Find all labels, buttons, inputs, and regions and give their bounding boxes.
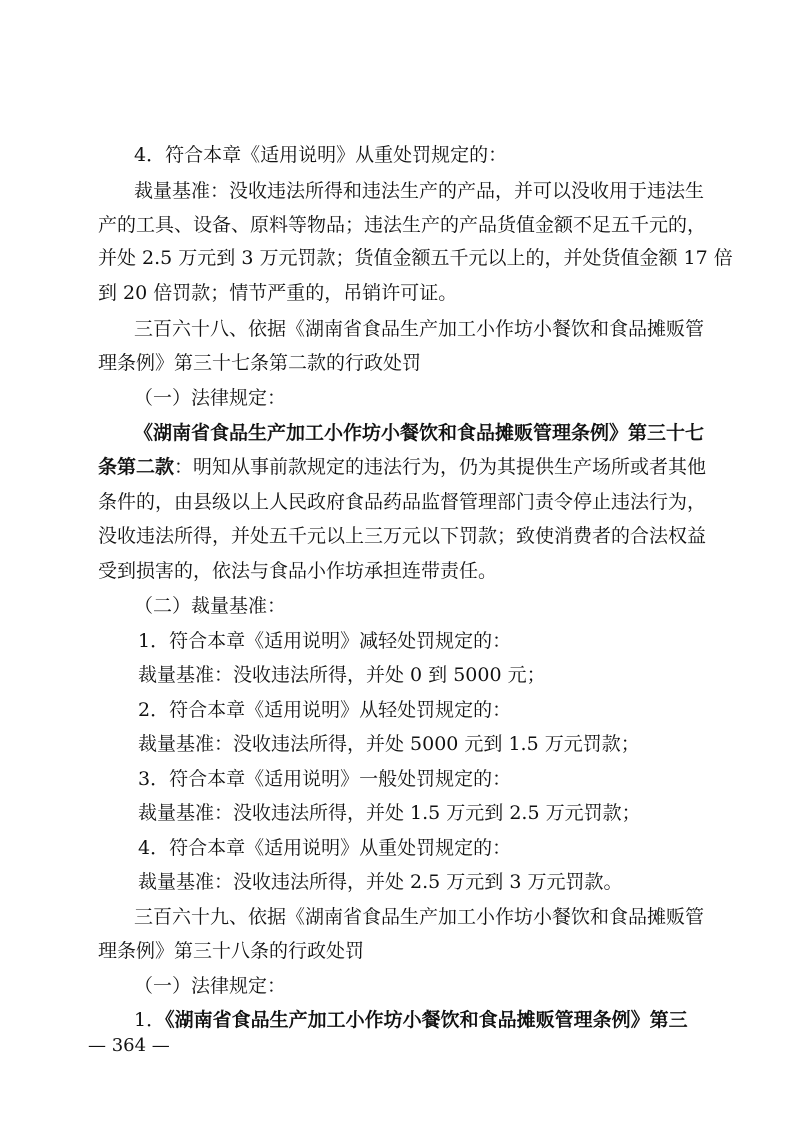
subsection-legal-provision: （一）法律规定： bbox=[134, 387, 287, 409]
subsection-legal-provision: （一）法律规定： bbox=[134, 975, 287, 997]
body-line: 产的工具、设备、原料等物品；违法生产的产品货值金额不足五千元的， bbox=[98, 214, 707, 236]
section-368-title: 三百六十八、依据《湖南省食品生产加工小作坊小餐饮和食品摊贩管 bbox=[134, 318, 705, 340]
item-3-standard: 裁量基准：没收违法所得，并处 1.5 万元到 2.5 万元罚款； bbox=[138, 802, 641, 824]
item-3-heading: 3．符合本章《适用说明》一般处罚规定的： bbox=[138, 768, 512, 790]
section-368-title-cont: 理条例》第三十七条第二款的行政处罚 bbox=[98, 352, 422, 374]
item-number: 1． bbox=[134, 1009, 166, 1031]
page-number: — 364 — bbox=[88, 1035, 170, 1056]
body-text: ：明知从事前款规定的违法行为，仍为其提供生产场所或者其他 bbox=[174, 456, 707, 478]
body-line: 并处 2.5 万元到 3 万元罚款；货值金额五千元以上的，并处货值金额 17 倍 bbox=[98, 247, 733, 269]
item-1-standard: 裁量基准：没收违法所得，并处 0 到 5000 元； bbox=[138, 664, 546, 686]
item-2-standard: 裁量基准：没收违法所得，并处 5000 元到 1.5 万元罚款； bbox=[138, 733, 640, 755]
body-line: 没收违法所得，并处五千元以上三万元以下罚款；致使消费者的合法权益 bbox=[98, 525, 707, 547]
regulation-citation-bold: 《湖南省食品生产加工小作坊小餐饮和食品摊贩管理条例》第三 bbox=[165, 1009, 688, 1031]
section-369-title-cont: 理条例》第三十八条的行政处罚 bbox=[98, 940, 365, 962]
section-369-title: 三百六十九、依据《湖南省食品生产加工小作坊小餐饮和食品摊贩管 bbox=[134, 906, 705, 928]
body-line-mixed bbox=[134, 1007, 694, 1033]
body-line: 裁量基准：没收违法所得和违法生产的产品，并可以没收用于违法生 bbox=[134, 180, 705, 202]
body-line: 受到损害的，依法与食品小作坊承担连带责任。 bbox=[98, 560, 498, 582]
item-4-heading: 4．符合本章《适用说明》从重处罚规定的： bbox=[138, 837, 512, 859]
item-2-heading: 2．符合本章《适用说明》从轻处罚规定的： bbox=[138, 699, 512, 721]
subsection-discretion-standard: （二）裁量基准： bbox=[134, 595, 287, 617]
item-4-standard: 裁量基准：没收违法所得，并处 2.5 万元到 3 万元罚款。 bbox=[138, 871, 623, 893]
article-clause-bold: 条第二款 bbox=[98, 456, 175, 478]
item-1-heading: 1．符合本章《适用说明》减轻处罚规定的： bbox=[138, 630, 512, 652]
body-line-mixed bbox=[98, 454, 707, 480]
item-4-heading: 4．符合本章《适用说明》从重处罚规定的： bbox=[134, 144, 508, 166]
body-line: 条件的，由县级以上人民政府食品药品监督管理部门责令停止违法行为， bbox=[98, 491, 707, 513]
regulation-citation-bold: 《湖南省食品生产加工小作坊小餐饮和食品摊贩管理条例》第三十七 bbox=[134, 422, 705, 444]
body-line: 到 20 倍罚款；情节严重的，吊销许可证。 bbox=[98, 282, 458, 304]
